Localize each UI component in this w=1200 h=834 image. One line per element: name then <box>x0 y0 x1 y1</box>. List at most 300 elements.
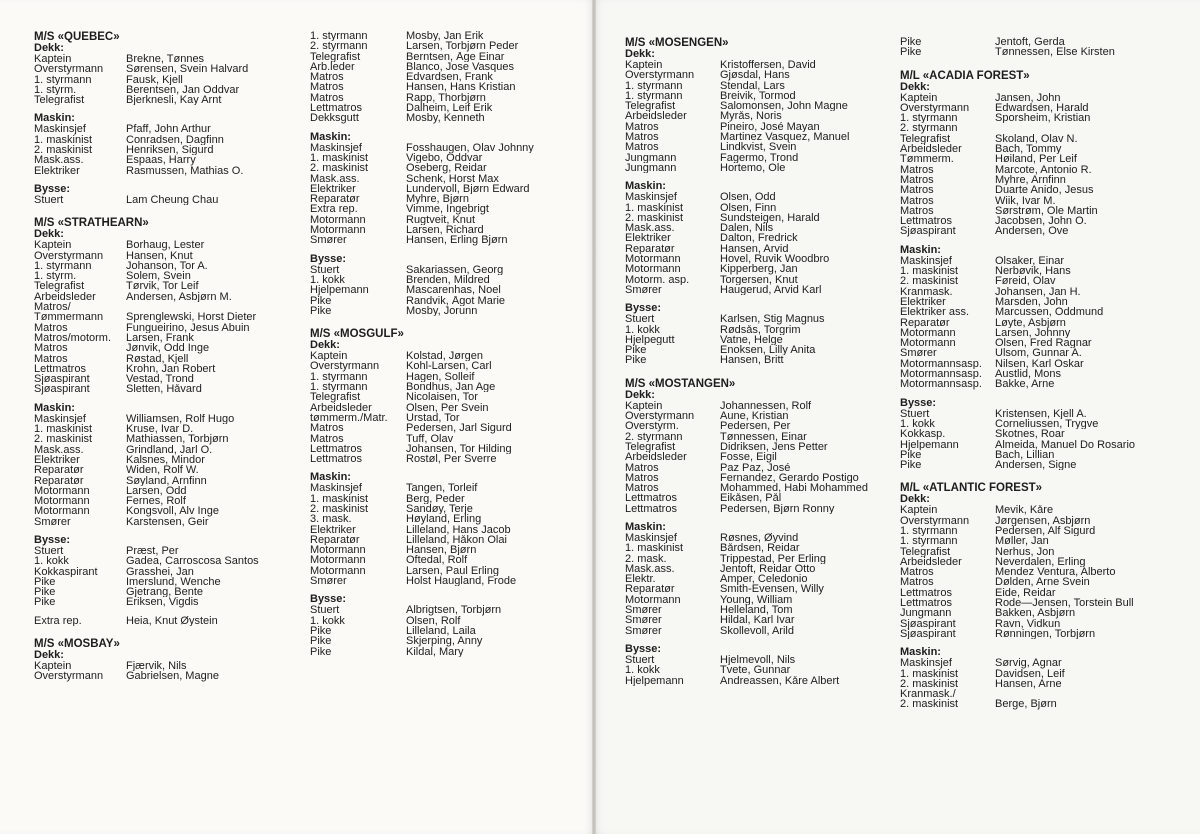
crew-name: Sandøy, Terje <box>406 503 473 515</box>
crew-name: Smith-Evensen, Willy <box>720 584 824 595</box>
crew-name: Mohammed, Habi Mohammed <box>720 483 868 494</box>
crew-row <box>310 555 580 565</box>
crew-name: Sørstrøm, Ole Martin <box>995 205 1098 217</box>
crew-row <box>34 75 284 85</box>
crew-rank: Sjøaspirant <box>900 226 956 237</box>
crew-row <box>34 261 284 271</box>
crew-rank: 1. maskinist <box>900 668 959 679</box>
crew-rank: Sjøaspirant <box>900 628 956 640</box>
crew-rank: Jungmann <box>625 152 677 163</box>
crew-name: Gadea, Carroscosa Santos <box>126 556 259 567</box>
crew-name: Henriksen, Sigurd <box>126 145 214 156</box>
crew-rank: 2. styrmann <box>310 41 368 52</box>
crew-row <box>310 636 580 646</box>
crew-rank: Stuert <box>310 264 340 275</box>
crew-row <box>310 483 580 493</box>
crew-rank: Telegrafist <box>900 546 951 557</box>
crew-rank: 1. styrmann <box>625 90 683 102</box>
crew-row <box>34 64 284 74</box>
crew-row <box>625 275 890 285</box>
crew-rank: Stuert <box>625 654 655 666</box>
crew-row <box>34 374 284 384</box>
crew-name: Olsen, Per Svein <box>406 402 489 413</box>
crew-name: Jørgensen, Asbjørn <box>995 515 1091 526</box>
crew-rank: 1. styrmann <box>34 260 92 272</box>
crew-name: Rugtveit, Knut <box>406 214 476 226</box>
crew-rank: Overstyrmann <box>310 361 380 372</box>
crew-rank: Pike <box>310 295 332 306</box>
crew-name: Olsaker, Einar <box>995 255 1065 267</box>
crew-rank: Pike <box>310 636 332 647</box>
crew-row <box>34 271 284 281</box>
crew-row <box>625 142 890 152</box>
crew-row <box>34 384 284 394</box>
crew-rank: Matros <box>310 72 344 83</box>
crew-name: Føreid, Olav <box>995 276 1056 287</box>
section-heading: Maskin: <box>900 243 941 256</box>
crew-rank: Maskinsjef <box>34 124 86 135</box>
crew-row <box>900 93 1180 103</box>
crew-rank: Stuert <box>310 605 340 616</box>
crew-name: Bakken, Asbjørn <box>995 608 1076 619</box>
crew-name: Røsnes, Øyvind <box>720 532 799 544</box>
crew-row <box>625 595 890 605</box>
crew-row <box>310 163 580 173</box>
crew-row <box>900 379 1180 389</box>
crew-rank: Pike <box>310 646 332 657</box>
crew-name: Jentoft, Reidar Otto <box>720 563 816 575</box>
section-heading: Maskin: <box>310 471 351 484</box>
crew-rank: Kranmask./ <box>900 689 956 700</box>
crew-row <box>900 328 1180 338</box>
crew-row <box>625 111 890 121</box>
crew-rank: Stuert <box>34 194 64 206</box>
crew-rank: Overstyrmann <box>34 64 104 75</box>
crew-name: Mosby, Jan Erik <box>406 31 484 42</box>
crew-name: Eikåsen, Pål <box>720 493 782 504</box>
crew-rank: Matros <box>310 92 344 104</box>
crew-row <box>34 671 284 681</box>
crew-rank: Telegrafist <box>625 441 676 453</box>
crew-row <box>900 318 1180 328</box>
crew-rank: Sjøaspirant <box>34 374 90 385</box>
crew-rank: Maskinsjef <box>310 142 362 153</box>
crew-row <box>900 47 1180 57</box>
crew-rank: Overstyrmann <box>34 250 104 261</box>
crew-name: Fosshaugen, Olav Johnny <box>406 142 534 153</box>
crew-rank: Arbeidsleder <box>310 402 372 413</box>
crew-name: Jansen, John <box>995 92 1061 103</box>
crew-name: Marcussen, Oddmund <box>995 307 1104 318</box>
crew-rank: Maskinsjef <box>34 413 86 425</box>
crew-name: Pfaff, John Arthur <box>126 124 211 135</box>
crew-name: Corneliussen, Trygve <box>995 418 1099 430</box>
crew-name: Bjerknesli, Kay Arnt <box>126 95 222 106</box>
crew-rank: Lettmatros <box>900 598 952 609</box>
crew-row <box>900 307 1180 317</box>
crew-name: Nilsen, Karl Oskar <box>995 358 1084 370</box>
crew-name: Hortemo, Ole <box>720 162 786 174</box>
crew-row <box>900 450 1180 460</box>
crew-name: Hansen, Britt <box>720 355 784 366</box>
crew-name: Neverdalen, Erling <box>995 556 1086 568</box>
crew-row <box>900 196 1180 206</box>
crew-rank: Hjelpegutt <box>625 334 675 346</box>
crew-rank: Hjelpemann <box>625 675 684 686</box>
crew-rank: Matros <box>34 322 68 333</box>
crew-name: Kristoffersen, David <box>720 60 816 71</box>
crew-rank: Lettmatros <box>900 216 952 227</box>
crew-name: Rapp, Thorbjørn <box>406 92 486 104</box>
crew-name: Præst, Per <box>126 545 179 557</box>
crew-row <box>900 536 1180 546</box>
crew-name: Torgersen, Knut <box>720 274 798 285</box>
crew-row <box>625 81 890 91</box>
crew-rank: Motormann <box>900 327 956 339</box>
crew-name: Edwardsen, Harald <box>995 102 1089 114</box>
crew-rank: Elektriker <box>900 296 946 308</box>
crew-rank: 1. kokk <box>900 418 935 430</box>
crew-row <box>34 312 284 322</box>
crew-rank: 1. styrmann <box>310 382 368 393</box>
crew-row <box>625 442 890 452</box>
section-heading: Dekk: <box>34 649 64 662</box>
crew-name: Eriksen, Vigdis <box>126 597 199 608</box>
crew-rank: 2. maskinist <box>900 678 959 690</box>
section-heading: Maskin: <box>310 130 351 143</box>
crew-row <box>625 533 890 543</box>
section-heading: Dekk: <box>900 80 930 93</box>
crew-row <box>625 91 890 101</box>
crew-rank: Lettmatros <box>34 363 86 375</box>
crew-row <box>900 409 1180 419</box>
crew-rank: Telegrafist <box>310 51 361 62</box>
crew-rank: Matros/motorm. <box>34 332 112 344</box>
crew-row <box>34 354 284 364</box>
crew-row <box>310 454 580 464</box>
ship-title: M/L «ACADIA FOREST» <box>900 69 1030 82</box>
crew-column-1 <box>34 31 284 682</box>
crew-name: Johanson, Tor A. <box>126 260 208 272</box>
crew-name: Løyte, Asbjørn <box>995 317 1066 328</box>
crew-rank: Motormann <box>625 254 681 265</box>
crew-row <box>900 348 1180 358</box>
crew-row <box>34 251 284 261</box>
crew-name: Kipperberg, Jan <box>720 264 798 275</box>
crew-name: Gjøsdal, Hans <box>720 70 790 81</box>
crew-row <box>625 192 890 202</box>
crew-row <box>625 483 890 493</box>
crew-row <box>900 567 1180 577</box>
crew-name: Borhaug, Lester <box>126 240 205 251</box>
crew-rank: Jungmann <box>625 162 677 174</box>
crew-rank: Arb.leder <box>310 61 355 73</box>
crew-rank: Matros <box>310 433 344 444</box>
ship-title: M/S «MOSENGEN» <box>625 37 729 49</box>
crew-name: Tønnessen, Einar <box>720 431 807 442</box>
crew-row <box>34 240 284 250</box>
crew-row <box>310 72 580 82</box>
crew-row <box>900 113 1180 123</box>
crew-rank: Arbeidsleder <box>625 452 687 463</box>
crew-rank: 1. maskinist <box>34 134 93 146</box>
crew-name: Fagermo, Trond <box>720 152 799 163</box>
crew-name: Hjelmevoll, Nils <box>720 654 796 666</box>
crew-name: Myhre, Arnfinn <box>995 174 1066 186</box>
spacer <box>34 608 284 616</box>
crew-name: Olsen, Odd <box>720 192 776 203</box>
crew-name: Williamsen, Rolf Hugo <box>126 413 235 425</box>
crew-row <box>900 547 1180 557</box>
crew-rank: Stuert <box>625 314 655 325</box>
crew-name: Møller, Jan <box>995 536 1049 547</box>
crew-row <box>625 605 890 615</box>
ship-title: M/S «MOSBAY» <box>34 638 120 651</box>
crew-rank: Dekksgutt <box>310 113 359 124</box>
crew-rank: Kaptein <box>310 351 348 362</box>
crew-row <box>625 223 890 233</box>
crew-name: Vimme, Ingebrigt <box>406 204 489 215</box>
crew-rank: Overstyrmann <box>900 515 970 526</box>
crew-row <box>34 166 284 176</box>
crew-row <box>625 325 890 335</box>
crew-row <box>900 359 1180 369</box>
crew-rank: Smører <box>900 348 937 359</box>
crew-name: Lilleland, Hans Jacob <box>406 524 511 535</box>
crew-name: Johannessen, Rolf <box>720 400 812 412</box>
crew-name: Andersen, Asbjørn M. <box>126 291 232 303</box>
crew-column-2 <box>310 31 580 657</box>
crew-name: Wiik, Ivar M. <box>995 195 1056 206</box>
crew-row <box>310 403 580 413</box>
crew-name: Sørensen, Svein Halvard <box>126 64 249 75</box>
crew-rank: Kaptein <box>625 60 663 71</box>
crew-row <box>310 525 580 535</box>
crew-row <box>625 355 890 365</box>
crew-name: Berentsen, Jan Oddvar <box>126 84 240 96</box>
crew-row <box>34 567 284 577</box>
section-heading: Maskin: <box>900 646 941 659</box>
crew-rank: 1. styrmann <box>900 113 958 124</box>
crew-row <box>625 615 890 625</box>
crew-rank: Elektriker <box>310 183 356 195</box>
crew-rank: Jungmann <box>900 608 952 619</box>
crew-name: Dølden, Arne Svein <box>995 577 1090 588</box>
crew-name: Kristensen, Kjell A. <box>995 408 1087 419</box>
crew-row <box>310 275 580 285</box>
crew-row <box>34 155 284 165</box>
crew-name: Søyland, Arnfinn <box>126 475 207 486</box>
crew-rank: 1. kokk <box>625 324 660 335</box>
crew-row <box>900 516 1180 526</box>
crew-name: Skoland, Olav N. <box>995 133 1078 145</box>
crew-row <box>34 281 284 291</box>
crew-name: Johansen, Jan H. <box>995 286 1081 297</box>
crew-rank: Overstyrmann <box>34 671 104 682</box>
crew-rank: Smører <box>34 516 71 527</box>
crew-name: Stendal, Lars <box>720 80 785 91</box>
crew-row <box>310 215 580 225</box>
crew-row <box>900 276 1180 286</box>
crew-row <box>625 543 890 553</box>
crew-name: Breivik, Tormod <box>720 90 796 102</box>
crew-rank: Reparatør <box>34 465 84 476</box>
crew-name: Fungueirino, Jesus Abuin <box>126 322 250 333</box>
crew-row <box>625 421 890 431</box>
crew-rank: Pike <box>34 597 56 608</box>
crew-name: Bach, Lillian <box>995 449 1055 461</box>
crew-rank: Hjelpemann <box>900 439 959 450</box>
crew-row <box>900 185 1180 195</box>
crew-row <box>310 504 580 514</box>
crew-row <box>310 626 580 636</box>
crew-name: Mevik, Kåre <box>995 505 1054 516</box>
crew-name: Marcote, Antonio R. <box>995 164 1092 175</box>
crew-row <box>310 535 580 545</box>
crew-row <box>310 494 580 504</box>
section-heading: Maskin: <box>625 180 666 193</box>
crew-row <box>625 504 890 514</box>
crew-name: Vatne, Helge <box>720 334 783 346</box>
crew-row <box>310 93 580 103</box>
crew-name <box>995 123 1180 133</box>
crew-name: Grasshei, Jan <box>126 566 194 577</box>
crew-name: Mosby, Kenneth <box>406 113 485 124</box>
crew-name: Andreassen, Kåre Albert <box>720 675 840 686</box>
crew-rank: Kranmask. <box>900 286 953 297</box>
section-heading: Bysse: <box>900 396 937 409</box>
crew-name: Berge, Bjørn <box>995 699 1057 710</box>
crew-row <box>310 434 580 444</box>
crew-name: Haugerud, Arvid Karl <box>720 284 822 296</box>
crew-name: Lundervoll, Bjørn Edward <box>406 183 530 195</box>
crew-rank: 1. kokk <box>310 274 345 286</box>
crew-name: Salomonsen, John Magne <box>720 101 848 112</box>
crew-rank: Arbeidsleder <box>34 291 96 303</box>
crew-name: Pedersen, Alf Sigurd <box>995 525 1096 537</box>
crew-row <box>310 62 580 72</box>
crew-row <box>34 661 284 671</box>
crew-row <box>34 455 284 465</box>
crew-rank: Mask.ass. <box>34 444 84 455</box>
crew-row <box>310 545 580 555</box>
crew-rank: 2. maskinist <box>310 163 369 174</box>
crew-row <box>34 414 284 424</box>
crew-name: Krohn, Jan Robert <box>126 363 216 375</box>
crew-row <box>900 154 1180 164</box>
crew-name: Hildal, Karl Ivar <box>720 615 795 626</box>
crew-name: Høiland, Per Leif <box>995 154 1077 165</box>
crew-rank: Lettmatros <box>625 493 677 504</box>
crew-rank: Motormannsasp. <box>900 379 982 390</box>
crew-rank: Pike <box>900 449 922 461</box>
crew-rank: Sjøaspirant <box>900 618 956 629</box>
crew-name: Austlid, Mons <box>995 369 1062 380</box>
crew-rank: Mask.ass. <box>34 155 84 166</box>
crew-row <box>34 145 284 155</box>
ship-title: M/S «QUEBEC» <box>34 31 120 43</box>
crew-rank: Motormann <box>625 264 681 275</box>
crew-rank: Telegrafist <box>900 133 951 145</box>
crew-row <box>310 235 580 245</box>
crew-name: Skjerping, Anny <box>406 636 483 647</box>
crew-row <box>900 679 1180 689</box>
crew-rank: Pike <box>34 576 56 588</box>
crew-row <box>625 254 890 264</box>
section-heading: Dekk: <box>34 42 64 54</box>
crew-name: Schenk, Horst Max <box>406 173 499 184</box>
crew-rank: 1. styrm. <box>34 84 77 96</box>
crew-name: Kohl-Larsen, Carl <box>406 361 492 372</box>
crew-rank: Elektriker <box>34 165 80 176</box>
crew-rank: Matros <box>625 132 659 143</box>
crew-row <box>310 616 580 626</box>
crew-name: Nicolaisen, Tor <box>406 392 478 403</box>
crew-rank: Matros <box>900 185 934 196</box>
crew-name: Grindland, Jarl O. <box>126 444 213 455</box>
crew-rank: Matros <box>900 205 934 217</box>
crew-rank: 2. maskinist <box>900 276 959 287</box>
crew-rank: Matros <box>625 472 659 484</box>
crew-name: Olsen, Fred Ragnar <box>995 338 1092 349</box>
crew-row <box>625 655 890 665</box>
crew-rank: 2. mask. <box>625 553 667 564</box>
crew-rank: 2. styrmann <box>625 431 683 442</box>
crew-rank: Mask.ass. <box>625 223 675 234</box>
crew-name: Rasmussen, Mathias O. <box>126 165 244 176</box>
crew-rank: Kaptein <box>34 661 72 672</box>
crew-name: Rønningen, Torbjørn <box>995 628 1096 640</box>
crew-row <box>310 423 580 433</box>
crew-name: Bakke, Arne <box>995 379 1055 390</box>
crew-row <box>310 82 580 92</box>
crew-rank: Pike <box>900 47 922 58</box>
crew-rank: Elektr. <box>625 574 656 585</box>
crew-row <box>34 135 284 145</box>
crew-row <box>310 225 580 235</box>
crew-row <box>900 216 1180 226</box>
crew-row <box>310 184 580 194</box>
crew-rank: Overstyrm. <box>625 421 679 432</box>
crew-row <box>900 526 1180 536</box>
crew-rank: Lettmatros <box>310 103 362 114</box>
crew-row <box>625 554 890 564</box>
crew-rank: Kaptein <box>900 505 938 516</box>
ship-title: M/L «ATLANTIC FOREST» <box>900 482 1043 495</box>
crew-name: Hagen, Solleif <box>406 371 475 383</box>
crew-name: Hansen, Bjørn <box>406 545 477 556</box>
crew-name: Urstad, Tor <box>406 412 460 424</box>
crew-name: Kruse, Ivar D. <box>126 424 194 435</box>
crew-name: Rode—Jensen, Torstein Bull <box>995 598 1134 609</box>
crew-rank: Motormann <box>34 496 90 507</box>
crew-rank: Kaptein <box>625 400 663 412</box>
crew-rank: Matros <box>900 174 934 186</box>
crew-name: Kalsnes, Mindor <box>126 454 205 466</box>
crew-rank: 1. styrmann <box>900 525 958 537</box>
crew-rank: Maskinsjef <box>900 255 952 267</box>
crew-row <box>900 608 1180 618</box>
crew-name: Høyland, Erling <box>406 514 482 525</box>
crew-row <box>900 658 1180 668</box>
crew-row <box>900 557 1180 567</box>
crew-row <box>34 577 284 587</box>
crew-rank: 1. styrmann <box>310 31 368 42</box>
section-heading: Maskin: <box>34 401 75 414</box>
crew-name: Tørvik, Tor Leif <box>126 281 199 292</box>
crew-rank: Reparatør <box>625 584 675 595</box>
crew-name: Vigebo, Oddvar <box>406 152 483 164</box>
